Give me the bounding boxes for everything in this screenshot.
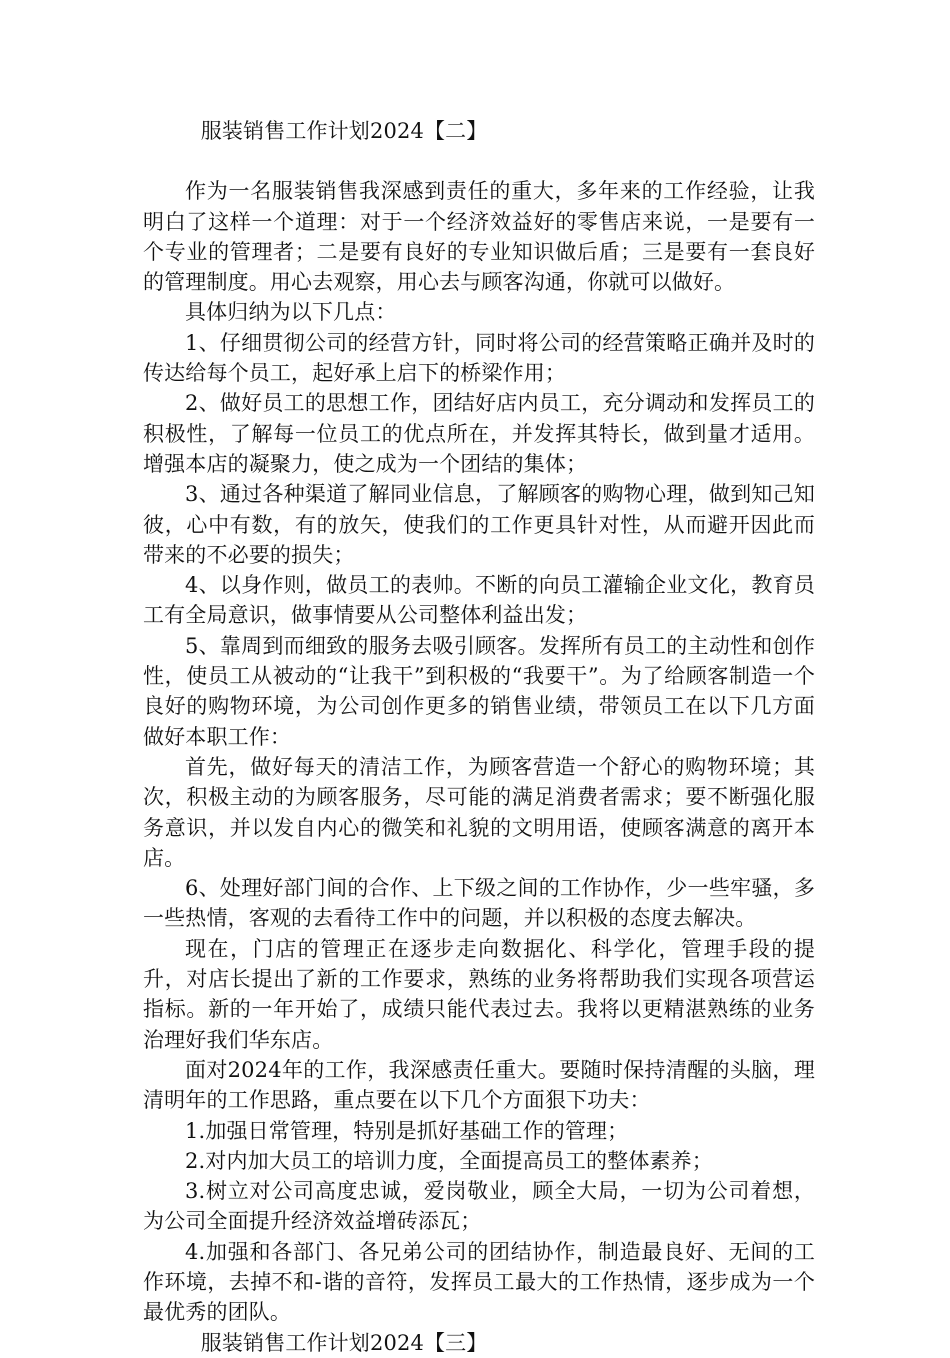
paragraph-next-year: 面对2024年的工作，我深感责任重大。要随时保持清醒的头脑，理清明年的工作思路，重点要在以下几个方面狠下功夫： <box>143 1057 815 1113</box>
plan-item-1: 1.加强日常管理，特别是抓好基础工作的管理； <box>185 1118 629 1143</box>
list-item-3: 3、通过各种渠道了解同业信息，了解顾客的购物心理，做到知己知彼，心中有数，有的放矢，使我们的工作更具针对性，从而避开因此而带来的不必要的损失； <box>143 482 815 567</box>
paragraph-current-status: 现在，门店的管理正在逐步走向数据化、科学化，管理手段的提升，对店长提出了新的工作要求，熟练的业务将帮助我们实现各项营运指标。新的一年开始了，成绩只能代表过去。我将以更精湛熟练的业务治理好我们华东店。 <box>143 936 815 1052</box>
list-item-6: 6、处理好部门间的合作、上下级之间的工作协作，少一些牢骚，多一些热情，客观的去看待工作中的问题，并以积极的态度去解决。 <box>143 876 815 931</box>
list-item-5: 5、靠周到而细致的服务去吸引顾客。发挥所有员工的主动性和创作性，使员工从被动的“让我干”到积极的“我要干”。为了给顾客制造一个良好的购物环境，为公司创作更多的销售业绩，带领员工在以下几方面做好本职工作： <box>143 633 815 749</box>
paragraph-summary-lead: 具体归纳为以下几点： <box>185 300 397 325</box>
list-item-1: 1、仔细贯彻公司的经营方针，同时将公司的经营策略正确并及时的传达给每个员工，起好承上启下的桥梁作用； <box>143 330 815 386</box>
plan-item-2: 2.对内加大员工的培训力度，全面提高员工的整体素养； <box>185 1148 713 1173</box>
list-item-4: 4、以身作则，做员工的表帅。不断的向员工灌输企业文化，教育员工有全局意识，做事情要从公司整体利益出发； <box>143 573 815 628</box>
paragraph-intro: 作为一名服装销售我深感到责任的重大，多年来的工作经验，让我明白了这样一个道理：对于一个经济效益好的零售店来说，一是要有一个专业的管理者；二是要有良好的专业知识做后盾；三是要有一套良好的管理制度。用心去观察，用心去与顾客沟通，你就可以做好。 <box>143 179 815 295</box>
section-title-3: 服装销售工作计划2024【三】 <box>200 1330 488 1355</box>
document-body <box>143 116 815 1358</box>
section-title-2: 服装销售工作计划2024【二】 <box>200 119 488 143</box>
plan-item-3: 3.树立对公司高度忠诚，爱岗敬业，顾全大局，一切为公司着想，为公司全面提升经济效益增砖添瓦； <box>143 1179 815 1234</box>
plan-item-4: 4.加强和各部门、各兄弟公司的团结协作，制造最良好、无间的工作环境，去掉不和-谐的音符，发挥员工最大的工作热情，逐步成为一个最优秀的团队。 <box>143 1239 815 1325</box>
paragraph-duties: 首先，做好每天的清洁工作，为顾客营造一个舒心的购物环境；其次，积极主动的为顾客服务，尽可能的满足消费者需求；要不断强化服务意识，并以发自内心的微笑和礼貌的文明用语，使顾客满意的离开本店。 <box>143 754 815 870</box>
list-item-2: 2、做好员工的思想工作，团结好店内员工，充分调动和发挥员工的积极性，了解每一位员工的优点所在，并发挥其特长，做到量才适用。增强本店的凝聚力，使之成为一个团结的集体； <box>143 391 815 476</box>
